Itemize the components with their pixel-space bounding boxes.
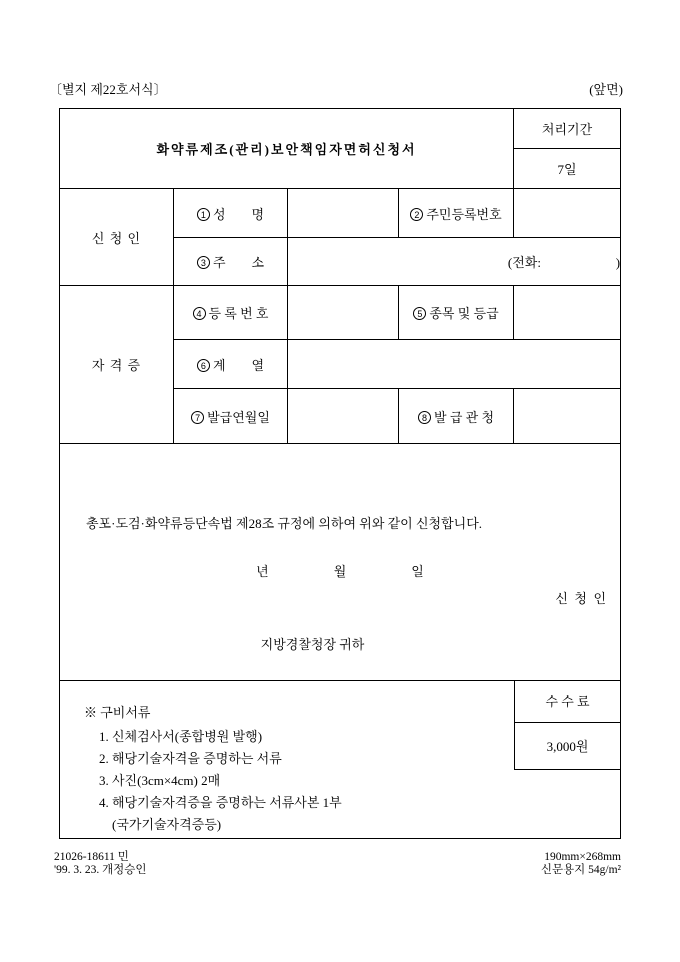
field-label-resident-no <box>399 189 514 238</box>
form-code-block <box>54 851 147 877</box>
processing-period-value: 7일 <box>514 149 621 189</box>
field-label-address-text: 주 소 <box>212 255 265 270</box>
circled-number-4: 4 <box>193 307 206 320</box>
resident-no-input-cell[interactable] <box>514 189 621 238</box>
form-title: 화약류제조(관리)보안책임자면허신청서 <box>60 109 514 189</box>
phone-placeholder: (전화: ) <box>507 255 621 270</box>
front-side-label: (앞면) <box>589 82 623 97</box>
field-label-category <box>399 286 514 340</box>
circled-number-3: 3 <box>197 256 210 269</box>
fee-box <box>514 681 620 770</box>
paper-size: 190mm×268mm <box>544 851 621 863</box>
issue-date-input-cell[interactable] <box>288 389 399 444</box>
address-input-cell[interactable] <box>288 238 621 286</box>
declaration-statement: 총포·도검·화약류등단속법 제28조 규정에 의하여 위와 같이 신청합니다. <box>86 515 483 531</box>
date-line: 년 월 일 <box>256 563 424 579</box>
field-label-name-text: 성 명 <box>212 206 265 222</box>
issue-office-input-cell[interactable] <box>514 389 621 444</box>
field-label-address <box>174 238 288 286</box>
field-label-issue-office-text: 발 급 관 청 <box>434 409 494 425</box>
recipient-line: 지방경찰청장 귀하 <box>260 636 365 652</box>
field-label-resident-no-text: 주민등록번호 <box>426 206 502 222</box>
document-item-3: 3. 사진(3cm×4cm) 2매 <box>99 773 221 788</box>
paper-type: 신문용지 54g/m² <box>540 864 621 876</box>
series-input-cell[interactable] <box>288 340 621 389</box>
field-label-name <box>174 189 288 238</box>
field-label-issue-date-text: 발급연월일 <box>207 409 270 425</box>
fee-label: 수 수 료 <box>515 681 620 723</box>
field-label-category-text: 종목 및 등급 <box>429 306 499 321</box>
category-input-cell[interactable] <box>514 286 621 340</box>
circled-number-6: 6 <box>197 359 210 372</box>
form-code: 21026-18611 민 <box>54 851 129 863</box>
paper-spec-block <box>541 851 621 877</box>
field-label-series <box>174 340 288 389</box>
reg-no-input-cell[interactable] <box>288 286 399 340</box>
circled-number-2: 2 <box>410 208 423 221</box>
field-label-issue-date <box>174 389 288 444</box>
field-label-reg-no-text: 등 록 번 호 <box>208 306 269 321</box>
document-item-4: 4. 해당기술자격증을 증명하는 서류사본 1부 <box>99 795 342 810</box>
field-label-reg-no <box>174 286 288 340</box>
document-item-1: 1. 신체검사서(종합병원 발행) <box>99 729 263 744</box>
declaration-section <box>60 444 621 681</box>
signer-label: 신 청 인 <box>555 590 607 606</box>
certificate-section-label: 자 격 증 <box>60 286 174 444</box>
form-reference-label: 〔별지 제22호서식〕 <box>49 82 167 97</box>
revision-approval-date: '99. 3. 23. 개정승인 <box>54 864 147 876</box>
document-item-2: 2. 해당기술자격을 증명하는 서류 <box>99 751 282 766</box>
field-label-issue-office <box>399 389 514 444</box>
circled-number-7: 7 <box>191 411 204 424</box>
name-input-cell[interactable] <box>288 189 399 238</box>
required-documents-section <box>60 681 621 839</box>
applicant-section-label: 신 청 인 <box>60 189 174 286</box>
application-form-table <box>59 108 621 839</box>
documents-heading: ※ 구비서류 <box>84 705 151 720</box>
document-item-4-note: (국가기술자격증등) <box>112 817 222 832</box>
circled-number-5: 5 <box>413 307 426 320</box>
field-label-series-text: 계 열 <box>212 357 265 373</box>
circled-number-1: 1 <box>197 208 210 221</box>
circled-number-8: 8 <box>418 411 431 424</box>
fee-value: 3,000원 <box>515 723 620 770</box>
processing-period-label: 처리기간 <box>514 109 621 149</box>
